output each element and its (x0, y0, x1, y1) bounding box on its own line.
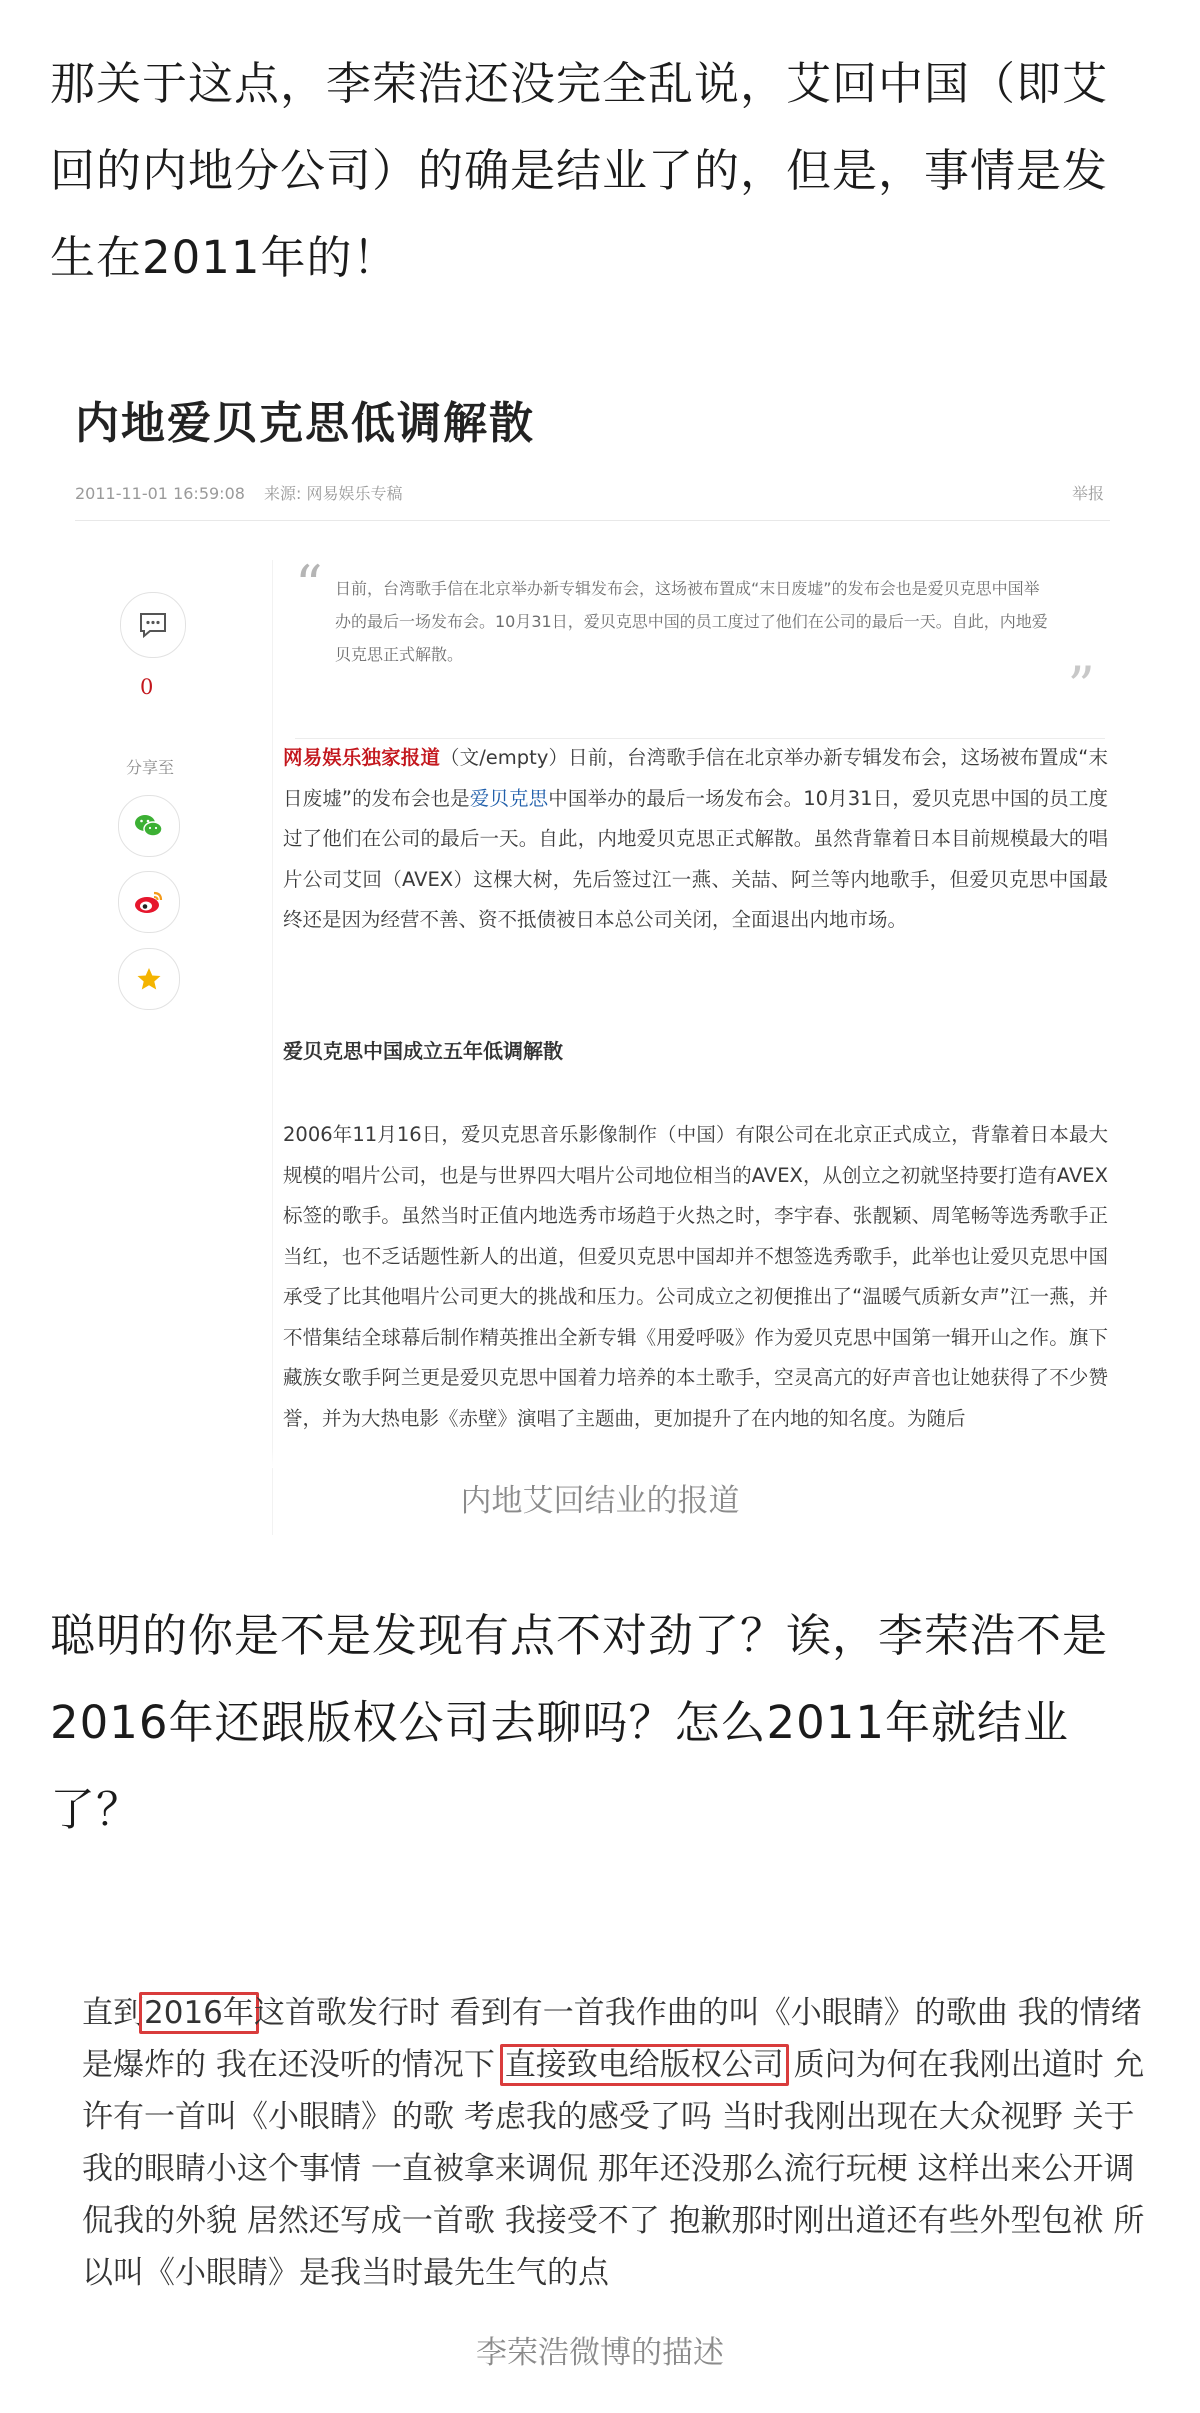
image-caption: 内地艾回结业的报道 (460, 1483, 740, 1519)
favorite-icon (135, 965, 163, 993)
paragraph-text: （文/empty）日前，台湾歌手信在北京举办新专辑发布会，这场被布置成“末日废墟”的发布会也是 (283, 746, 1108, 810)
paragraph-text: 中国举办的最后一场发布会。10月31日，爱贝克思中国的员工度过了他们在公司的最后一天。自此，内地爱贝克思正式解散。虽然背靠着日本目前规模最大的唱片公司艾回（AVEX）这棵大树，先后签过江一燕、关喆、阿兰等内地歌手，但爱贝克思中国最终还是因为经营不善、资不抵债被日本总公司关闭，全面退出内地市场。 (283, 786, 1108, 931)
question-paragraph: 聪明的你是不是发现有点不对劲了？诶，李荣浩不是2016年还跟版权公司去聊吗？怎么2011年就结业了？ (50, 1609, 1109, 1836)
article-subheading: 爱贝克思中国成立五年低调解散 (283, 1039, 563, 1063)
comment-icon (138, 611, 168, 639)
intro-paragraph: 那关于这点，李荣浩还没完全乱说，艾回中国（即艾回的内地分公司）的确是结业了的，但是，事情是发生在2011年的！ (50, 57, 1109, 284)
weibo-screenshot (0, 1955, 1200, 2413)
weibo-text-part: 这首歌发行时 看到有一首我作曲的叫《小眼睛》的歌曲 我的情绪是爆炸的 我在还没听的情况下 (82, 1995, 1142, 2083)
article-paragraph: 2006年11月16日，爱贝克思音乐影像制作（中国）有限公司在北京正式成立，背靠着日本最大规模的唱片公司，也是与世界四大唱片公司地位相当的AVEX，从创立之初就坚持要打造有AVEX标签的歌手。虽然当时正值内地选秀市场趋于火热之时，李宇春、张靓颖、周笔畅等选秀歌手正当红，也不乏话题性新人的出道，但爱贝克思中国却并不想签选秀歌手，此举也让爱贝克思中国承受了比其他唱片公司更大的挑战和压力。公司成立之初便推出了“温暖气质新女声”江一燕，并不惜集结全球幕后制作精英推出全新专辑《用爱呼吸》作为爱贝克思中国第一辑开山之作。旗下藏族女歌手阿兰更是爱贝克思中国着力培养的本土歌手，空灵高亢的好声音也让她获得了不少赞誉，并为大热电影《赤壁》演唱了主题曲，更加提升了在内地的知名度。为随后 (283, 1123, 1108, 1430)
highlight-call: 直接致电给版权公司 (500, 2044, 789, 2086)
divider (75, 520, 1110, 521)
comment-button[interactable] (120, 592, 186, 658)
news-title: 内地爱贝克思低调解散 (75, 398, 535, 449)
share-wechat-button[interactable] (118, 795, 180, 857)
weibo-text-part: 质问为何在我刚出道时 允许有一首叫《小眼睛》的歌 考虑我的感受了吗 当时我刚出现在大众视野 关于我的眼睛小这个事情 一直被拿来调侃 那年还没那么流行玩梗 这样出来公开调侃我的外貌 居然还写成一首歌 我接受不了 抱歉那时刚出道还有些外型包袱 所以叫《小眼睛》是我当时最先生气的点 (82, 2047, 1145, 2291)
wechat-icon (133, 812, 165, 840)
close-quote-icon: ” (1067, 655, 1095, 718)
share-weibo-button[interactable] (118, 871, 180, 933)
open-quote-icon: “ (295, 554, 323, 617)
highlight-year: 2016年 (139, 1992, 259, 2034)
avex-link[interactable]: 爱贝克思 (469, 786, 549, 810)
text-fade (0, 1448, 1200, 1468)
news-source: 来源: 网易娱乐专稿 (264, 484, 403, 503)
report-link[interactable]: 举报 (1072, 484, 1105, 503)
image-caption: 李荣浩微博的描述 (476, 2335, 724, 2371)
news-datetime: 2011-11-01 16:59:08 (75, 484, 245, 503)
share-label: 分享至 (126, 758, 175, 777)
weibo-icon (133, 888, 165, 916)
article-paragraph (283, 738, 1108, 941)
column-divider (272, 560, 273, 1535)
news-meta (75, 481, 403, 504)
favorite-button[interactable] (118, 948, 180, 1010)
news-screenshot (0, 355, 1200, 1535)
weibo-text-part: 直到 (82, 1995, 144, 2031)
quote-text: 日前，台湾歌手信在北京举办新专辑发布会，这场被布置成“末日废墟”的发布会也是爱贝克思中国举办的最后一场发布会。10月31日，爱贝克思中国的员工度过了他们在公司的最后一天。自此，内地爱贝克思正式解散。 (335, 579, 1048, 664)
summary-quote (295, 554, 1095, 718)
brand-label: 网易娱乐独家报道 (283, 746, 440, 769)
comment-count: 0 (140, 675, 154, 699)
weibo-text (82, 1987, 1147, 2299)
